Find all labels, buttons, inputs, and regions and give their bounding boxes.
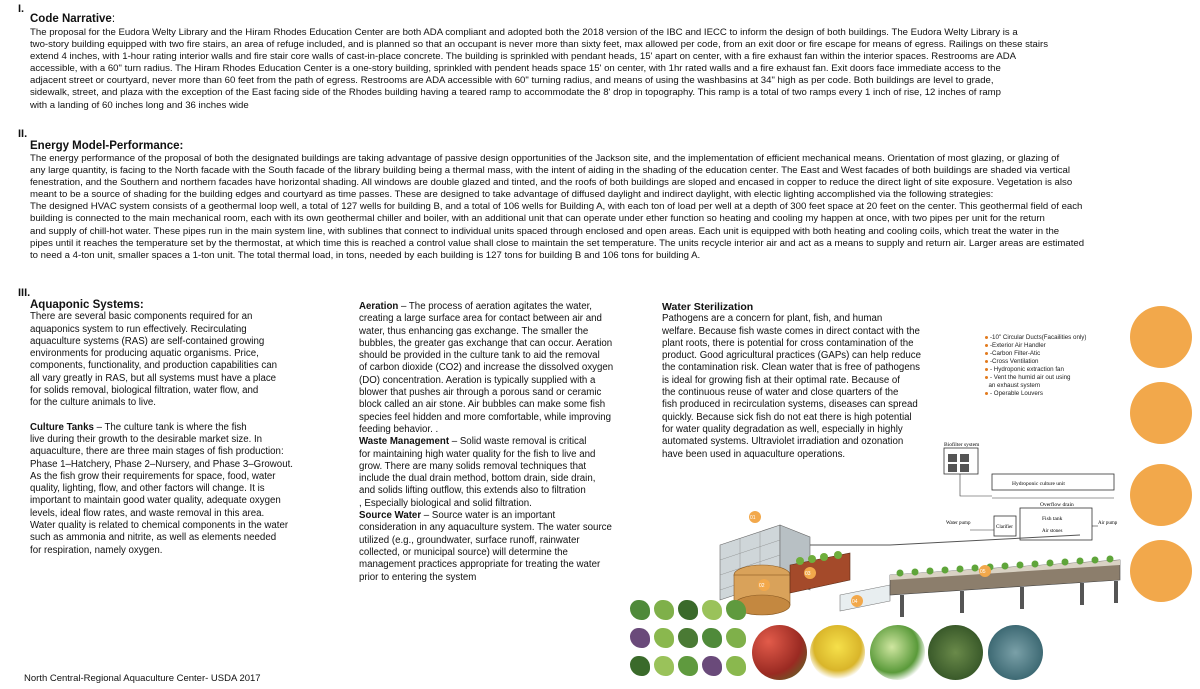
text-line: bubbles, the greater gas exchange that can occur. Aeration <box>359 337 613 349</box>
leafy-green-icon <box>678 656 698 676</box>
fish-photo <box>988 625 1043 680</box>
text-line: should be provided in the culture tank to aid the removal <box>359 350 600 362</box>
legend-item-text: - Operable Louvers <box>990 390 1043 397</box>
text-line: of carbon dioxide (CO2) and increase the dissolved oxygen <box>359 362 614 374</box>
legend-item <box>985 358 1095 366</box>
settling-tank-render <box>840 585 890 611</box>
culture-tanks-heading: Culture Tanks <box>30 421 94 433</box>
text-line: environments for producing aquatic organisms. Price, <box>30 348 259 360</box>
text-line: aquaponics system to run effectively. Recirculating <box>30 323 247 335</box>
waste-first-text: – Solid waste removal is critical <box>449 436 587 448</box>
leafy-green-icon <box>702 656 722 676</box>
orange-circle-1 <box>1130 306 1192 368</box>
aquaponic-heading: Aquaponic Systems: <box>30 299 144 311</box>
text-line: quickly. Because sick fish do not eat there is high potential <box>662 411 912 423</box>
text-line: fenestration, and the Southern and northern facades have horizontal shading. All windows are double glazed and tinted, and the roofs of both buildings are sloped and encased in copper to reduce the direct light of site exposure. Vegetation is also <box>30 177 1073 189</box>
aeration-heading: Aeration <box>359 301 399 312</box>
text-line: meant to be a source of shading for the building edges and courtyard as time passes. These are designed to take advantage of diffused daylight and indirect daylight, with electic lighting accomplished via the following strategies: <box>30 189 994 201</box>
text-line: for solids removal, biological filtration, water flow, and <box>30 385 259 397</box>
text-line: Pathogens are a concern for plant, fish, and human <box>662 313 883 325</box>
legend-item-text: an exhaust system <box>985 382 1041 389</box>
culture-tanks-text <box>30 434 350 557</box>
text-line: consideration in any aquaculture system. The water source <box>359 522 612 534</box>
cucumber-photo <box>870 625 925 680</box>
legend-item <box>985 350 1095 358</box>
clarifier-label: Clarifier <box>996 525 1013 530</box>
water-pump-label: Water pump <box>946 521 971 526</box>
text-line: building is connected to the main mechanical room, each with its own geothermal chiller and boiler, with an additional unit that can operate under ether function so heating and cooling my happen at once, with two pipes per unit for the return <box>30 213 1045 225</box>
text-line: welfare. Because fish waste comes in direct contact with the <box>662 325 920 337</box>
sterilization-text <box>662 313 982 461</box>
leafy-green-icon <box>726 656 746 676</box>
text-line: creating a large surface area for contact between air and <box>359 313 602 325</box>
text-line: water, thus enhancing gas exchange. The smaller the <box>359 325 589 337</box>
code-narrative-text <box>30 27 1190 112</box>
leafy-green-icon <box>654 600 674 620</box>
text-line: As the fish grow their requirements for space, food, water <box>30 470 276 482</box>
text-line: blower that pushes air through a porous sand or ceramic <box>359 387 602 399</box>
biofilter-label: Biofilter system <box>944 442 980 448</box>
text-line: product. Good agricultural practices (GAPs) can help reduce <box>662 350 921 362</box>
text-line: for the culture animals to live. <box>30 397 156 409</box>
text-line: accessible, with a 60" turn radius. The Hiram Rhodes Education Center is a one-story building, sprinkled with pendent heads space 15' on center, with 1hr rated walls and a fire exhaust fan. Exit doors face immediate access to the <box>30 63 1001 75</box>
text-line: automated systems. Ultraviolet irradiation and ozonation <box>662 436 904 448</box>
leafy-green-icon <box>678 600 698 620</box>
text-line: aquaculture systems (RAS) are self-contained growing <box>30 335 265 347</box>
leafy-green-icon <box>630 600 650 620</box>
text-line: any large quantity, is facing to the North facade with the South facade of the library building being a thermal mass, with the intent of aiding in the shading of the education center. The East and West facades of both buildings are shaded via vertical <box>30 165 1070 177</box>
aeration-column <box>359 301 659 584</box>
svg-text:03: 03 <box>805 571 811 577</box>
leafy-green-icon <box>654 656 674 676</box>
bullet-icon <box>985 352 988 355</box>
section-1-heading-text: Code Narrative <box>30 13 112 25</box>
text-line: quality, lighting, flow, and other factors will change. It is <box>30 483 265 495</box>
text-line: for maintaining high water quality for the fish to live and <box>359 448 596 460</box>
orange-circle-2 <box>1130 382 1192 444</box>
herbs-photo <box>928 625 983 680</box>
bullet-icon <box>985 360 988 363</box>
text-line: to need a 4-ton unit, smaller spaces a 1-ton unit. The total thermal load, in tons, needed by each building is 127 tons for building B and 106 tons for building A. <box>30 249 701 261</box>
legend-item-text: -10" Circular Ducts(Facailities only) <box>990 334 1087 341</box>
aquaponic-text <box>30 311 350 409</box>
section-3-numeral: III. <box>18 287 31 299</box>
text-line: include the dual drain method, bottom drain, side drain, <box>359 473 596 485</box>
bullet-icon <box>985 392 988 395</box>
text-line: plant roots, there is potential for cross contamination of the <box>662 337 914 349</box>
source-heading: Source Water <box>359 510 422 522</box>
legend-item <box>985 390 1095 398</box>
leafy-green-icon <box>630 628 650 648</box>
legend-item-text: - Vent the humid air out using <box>990 374 1071 381</box>
text-line: aquaculture, there are three main stages of fish production: <box>30 446 284 458</box>
text-line: fish produced in recirculation systems, diseases can spread <box>662 399 918 411</box>
render-tag-03 <box>804 567 816 579</box>
text-line: for respiration, namely oxygen. <box>30 544 163 556</box>
air-stones-label: Air stones <box>1042 529 1063 534</box>
waste-text <box>359 449 659 510</box>
text-line: for water quality degradation as well, especially in highly <box>662 423 903 435</box>
leafy-green-icon <box>678 628 698 648</box>
leafy-green-icon <box>726 628 746 648</box>
text-line: , Especially biological and solid filtration. <box>359 497 532 509</box>
render-tag-05 <box>979 565 991 577</box>
bullet-icon <box>985 336 988 339</box>
source-first-line <box>359 510 659 522</box>
energy-model-text <box>30 153 1195 262</box>
leafy-green-icon <box>702 628 722 648</box>
text-line: block called an air stone. Air bubbles can make some fish <box>359 399 606 411</box>
bullet-icon <box>985 368 988 371</box>
text-line: collected, or municipal source) will determine the <box>359 546 568 558</box>
aquaponic-column <box>30 299 350 557</box>
sterilization-heading: Water Sterilization <box>662 301 754 313</box>
leafy-greens-grid <box>630 600 750 684</box>
source-text <box>359 522 659 583</box>
aeration-text <box>359 313 659 436</box>
text-line: all vary greatly in RAS, but all systems must have a place <box>30 372 277 384</box>
legend-item-text: - Hydroponic extraction fan <box>990 366 1064 373</box>
section-1-numeral: I. <box>18 3 25 15</box>
text-line: The energy performance of the proposal of both the designated buildings are taking advantage of passive design opportunities of the Jackson site, and the implementation of efficient mechanical means. Orientation of most glazing, or glazing of <box>30 153 1060 164</box>
aeration-first-text: – The process of aeration agitates the water, <box>398 301 592 312</box>
section-1-heading <box>30 13 115 25</box>
text-line: and supply of chill-hot water. These pipes run in the main system line, with sublines that connect to individual units spaced through enclosed and open areas. Each unit is equipped with both heating and cooling coils, which treat the water in the <box>30 225 1060 237</box>
leafy-green-icon <box>630 656 650 676</box>
text-line: with a landing of 60 inches long and 36 inches wide <box>30 99 249 111</box>
leafy-green-icon <box>726 600 746 620</box>
section-2-heading: Energy Model-Performance: <box>30 140 184 152</box>
text-line: components, functionality, and production capabilities can <box>30 360 278 372</box>
strawberries-photo <box>752 625 807 680</box>
text-line: such as ammonia and nitrite, as well as elements needed <box>30 532 277 544</box>
aeration-first-line <box>359 301 659 313</box>
legend-item-text: -Cross Ventilation <box>990 358 1039 365</box>
text-line: (DO) concentration. Aeration is typically supplied with a <box>359 374 596 386</box>
legend-item-text: -Exterior Air Handler <box>990 342 1046 349</box>
text-line: The proposal for the Eudora Welty Library and the Hiram Rhodes Education Center are both ADA compliant and adopted both the 2018 version of the IBC and IECC to inform the design of both buildings. The Eudora Welty Library is a <box>30 27 1018 38</box>
text-line: sidewalk, street, and plaza with the exception of the East facing side of the Rhodes building having a teared ramp to accommodate the 8' drop in topography. This ramp is a total of two ramps every 1 inch of rise, 12 inches of ramp <box>30 87 1001 99</box>
text-line: adjacent street or courtyard, never more than 60 feet from the path of egress. Restrooms are ADA accessible with 60" turning radius, and means of using the washbasins at 34" high as per code. Both buildings are level to grade, <box>30 75 994 87</box>
waste-first-line <box>359 436 659 448</box>
text-line: two-story building equipped with two fire stairs, an area of refuge included, and is planned so that an occupant is never more than sixty feet, max allowed per code, from an exit door or fire escape for means of egress. Railings on these stairs <box>30 39 1049 51</box>
leafy-green-icon <box>702 600 722 620</box>
bullet-icon <box>985 376 988 379</box>
legend-item <box>985 382 1095 390</box>
text-line: extend 4 inches, with 1-hour rating interior walls and fire stair core walls of cast-in-place concrete. The building is sprinkled with pendant heads, 15' apart on center, with a fire exhaust fan within the interior spaces. Restrooms are ADA <box>30 51 1017 63</box>
legend-item-text: -Carbon Filter-Atic <box>990 350 1041 357</box>
text-line: species feel hidden and more comfortable, while improving <box>359 411 612 423</box>
bullet-icon <box>985 344 988 347</box>
svg-text:05: 05 <box>980 569 986 575</box>
text-line: Phase 1–Hatchery, Phase 2–Nursery, and Phase 3–Growout. <box>30 458 293 470</box>
render-tag-04 <box>851 595 863 607</box>
svg-text:04: 04 <box>852 599 858 605</box>
text-line: the contamination risk. Clean water that is free of pathogens <box>662 362 920 374</box>
text-line: prior to entering the system <box>359 571 477 583</box>
culture-tanks-first-line <box>30 422 350 434</box>
text-line: important to maintain good water quality, adequate oxygen <box>30 495 281 507</box>
culture-tanks-first-text: – The culture tank is where the fish <box>93 421 247 433</box>
footer-citation: North Central-Regional Aquaculture Center- USDA 2017 <box>24 673 261 684</box>
text-line: and solids lifting outflow, this extends also to filtration <box>359 485 586 497</box>
air-pump-label: Air pump <box>1098 521 1118 526</box>
sterilization-column <box>662 301 982 461</box>
fish-tank-label: Fish tank <box>1042 516 1063 522</box>
render-tag-01 <box>749 511 761 523</box>
text-line: utilized (e.g., groundwater, surface runoff, rainwater <box>359 534 580 546</box>
hydroponic-label: Hydroponic culture unit <box>1012 481 1065 487</box>
legend-item <box>985 366 1095 374</box>
text-line: feeding behavior. . <box>359 423 439 435</box>
text-line: levels, ideal flow rates, and waste removal in this area. <box>30 507 265 519</box>
leafy-green-icon <box>654 628 674 648</box>
render-tag-02 <box>758 579 770 591</box>
text-line: the continuous reuse of water and close quarters of the <box>662 387 899 399</box>
text-line: pipes until it reaches the temperature set by the thermostat, at which time this is reached a control value shall close to maintain the set temperature. The units recycle interior air and act as a means to supply and return air. Larger areas are estimated <box>30 237 1085 249</box>
section-1-heading-colon: : <box>111 13 116 25</box>
mechanical-legend <box>985 334 1095 398</box>
text-line: live during their growth to the desirable market size. In <box>30 433 263 445</box>
overflow-label: Overflow drain <box>1040 502 1074 508</box>
section-2-numeral: II. <box>18 128 28 140</box>
legend-item <box>985 374 1095 382</box>
waste-heading: Waste Management <box>359 436 450 448</box>
text-line: The designed HVAC system consists of a geothermal loop well, a total of 127 wells for building B, and a total of 106 wells for Building A, with each ton of load per well at a depth of 300 feet space at 20 feet on the center. This geothermal field of each <box>30 201 1083 213</box>
svg-text:02: 02 <box>759 583 765 589</box>
legend-item <box>985 334 1095 342</box>
svg-text:01: 01 <box>750 515 756 521</box>
source-first-text: – Source water is an important <box>421 510 556 522</box>
text-line: is ideal for growing fish at their optimal rate. Because of <box>662 374 901 386</box>
legend-item <box>985 342 1095 350</box>
text-line: management practices appropriate for treating the water <box>359 559 601 571</box>
text-line: grow. There are many solids removal techniques that <box>359 460 587 472</box>
text-line: Water quality is related to chemical components in the water <box>30 520 289 532</box>
text-line: have been used in aquaculture operations. <box>662 448 846 460</box>
text-line: There are several basic components required for an <box>30 311 253 323</box>
yellow-squash-photo <box>810 625 865 680</box>
